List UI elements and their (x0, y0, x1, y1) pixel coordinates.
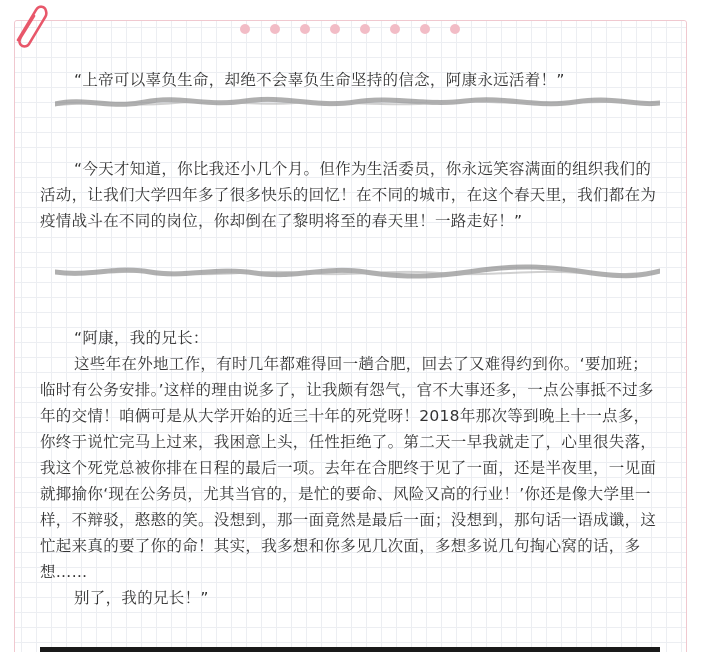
brush-stroke-divider (55, 93, 660, 113)
binder-dot (270, 24, 280, 34)
binder-dot (390, 24, 400, 34)
binder-dot (360, 24, 370, 34)
brush-stroke-divider (55, 262, 660, 282)
binder-dot (450, 24, 460, 34)
binder-dot (300, 24, 310, 34)
quote-block (40, 325, 660, 611)
quote-text: “上帝可以辜负生命，却绝不会辜负生命坚持的信念，阿康永远活着！” (74, 71, 565, 89)
image-top-edge (40, 647, 660, 652)
binder-dot (420, 24, 430, 34)
quote-text: 别了，我的兄长！” (74, 589, 209, 607)
binder-dots (240, 22, 460, 36)
quote-text: “今天才知道，你比我还小几个月。但作为生活委员，你永远笑容满面的组织我们的活动，让我们大学四年多了很多快乐的回忆！在不同的城市，在这个春天里，我们都在为疫情战斗在不同的岗位，你却倒在了黎明将至的春天里！一路走好！” (40, 160, 657, 230)
quote-text: “阿康，我的兄长： (74, 329, 209, 347)
quote-text: 这些年在外地工作，有时几年都难得回一趟合肥，回去了又难得约到你。‘要加班；临时有公务安排。’这样的理由说多了，让我颇有怨气，官不大事还多，一点公事抵不过多年的交情！咱俩可是从大学开始的近三十年的死党呀！2018年那次等到晚上十一点多，你终于说忙完马上过来，我困意上头，任性拒绝了。第二天一早我就走了，心里很失落，我这个死党总被你排在日程的最后一项。去年在合肥终于见了一面，还是半夜里，一见面就揶揄你‘现在公务员，尤其当官的，是忙的要命、风险又高的行业！’你还是像大学里一样，不辩驳，憨憨的笑。没想到，那一面竟然是最后一面；没想到，那句话一语成谶，这忙起来真的要了你的命！其实，我多想和你多见几次面，多想多说几句掏心窝的话，多想…… (40, 355, 657, 581)
paperclip-icon (8, 2, 52, 50)
quote-block (40, 67, 660, 93)
binder-dot (240, 24, 250, 34)
quote-block (40, 156, 660, 234)
binder-dot (330, 24, 340, 34)
